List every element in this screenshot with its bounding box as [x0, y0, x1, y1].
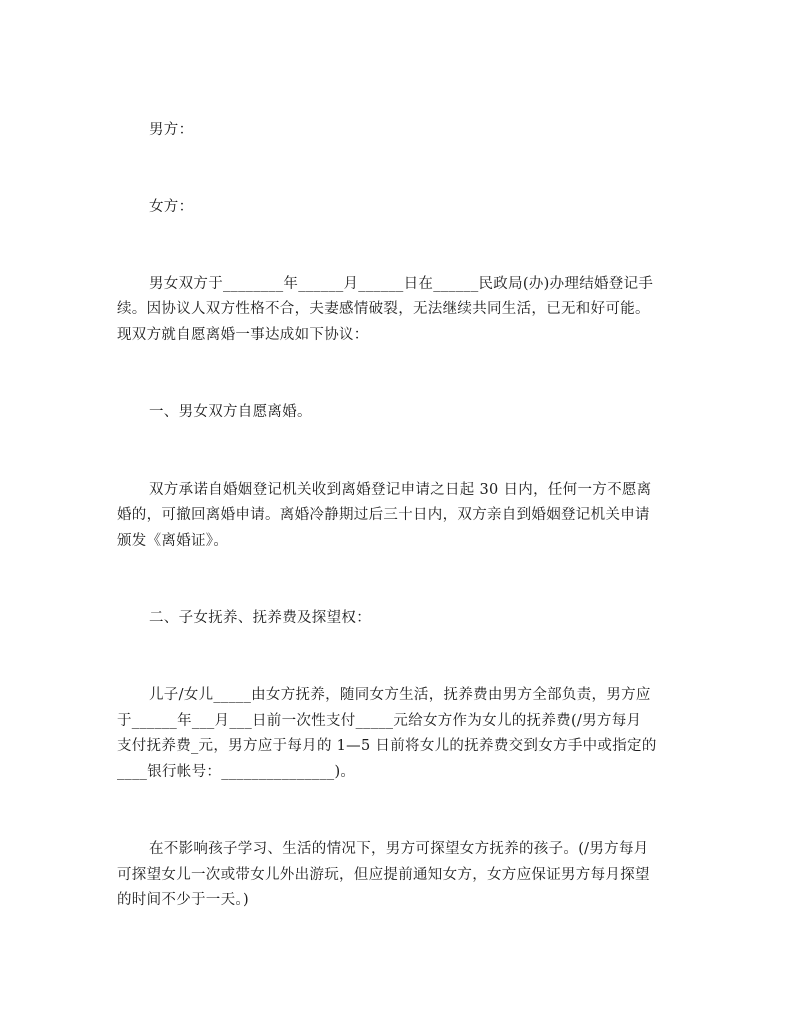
section1-body-line-2: 婚的，可撤回离婚申请。离婚冷静期过后三十日内，双方亲自到婚姻登记机关申请: [117, 507, 650, 523]
female-party-label: 女方：: [149, 199, 194, 215]
visit-line-3: 的时间不少于一天。): [117, 892, 249, 908]
section2-body-line-1: 儿子/女儿_____由女方抚养，随同女方生活，抚养费由男方全部负责，男方应: [149, 687, 651, 703]
visit-line-2: 可探望女儿一次或带女儿外出游玩，但应提前通知女方，女方应保证男方每月探望: [117, 867, 650, 883]
section1-title: 一、男女双方自愿离婚。: [149, 404, 312, 420]
section2-title: 二、子女抚养、抚养费及探望权：: [149, 610, 371, 626]
section1-body-line-3: 颁发《离婚证》。: [117, 533, 229, 549]
male-party-label: 男方：: [149, 122, 194, 138]
intro-line-2: 续。因协议人双方性格不合，夫妻感情破裂，无法继续共同生活，已无和好可能。: [117, 301, 650, 317]
visit-line-1: 在不影响孩子学习、生活的情况下，男方可探望女方抚养的孩子。(/男方每月: [149, 841, 649, 857]
intro-line-1: 男女双方于________年______月______日在______民政局(办)办理结婚登记手: [149, 276, 654, 292]
section1-body-line-1: 双方承诺自婚姻登记机关收到离婚登记申请之日起 30 日内，任何一方不愿离: [149, 482, 652, 498]
section2-body-line-2: 于______年___月___日前一次性支付_____元给女方作为女儿的抚养费(/男方每月: [117, 713, 642, 729]
section2-body-line-3: 支付抚养费_元，男方应于每月的 1—5 日前将女儿的抚养费交到女方手中或指定的: [117, 738, 657, 754]
section2-body-line-4: ____银行帐号：_______________)。: [117, 764, 356, 780]
intro-line-3: 现双方就自愿离婚一事达成如下协议：: [117, 327, 369, 343]
